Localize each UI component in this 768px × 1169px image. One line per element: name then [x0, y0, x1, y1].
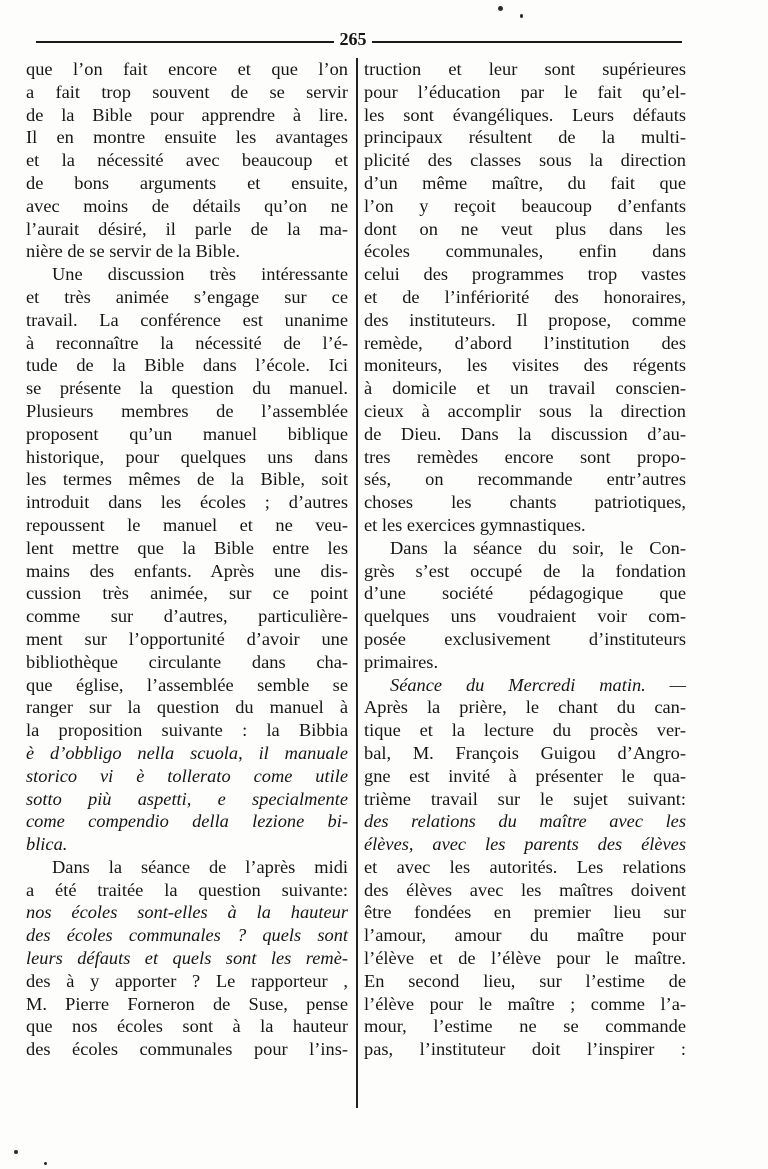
text-line: avec moins de détails qu’on ne — [26, 195, 348, 216]
text-line: a fait trop souvent de se servir — [26, 81, 348, 102]
text-line: sotto più aspetti, e specialmente — [26, 788, 348, 809]
text-line: bibliothèque circulante dans cha- — [26, 651, 348, 672]
text-line: l’élève et de l’élève pour le maître. — [364, 948, 686, 969]
text-line: que église, l’assemblée semble se — [26, 674, 348, 695]
text-line: è d’obbligo nella scuola, il manuale — [26, 742, 348, 763]
text-line: lent mettre que la Bible entre les — [26, 537, 348, 558]
text-line: de la Bible pour apprendre à lire. — [26, 104, 348, 125]
text-line: come compendio della lezione bi- — [26, 811, 348, 832]
text-line: mains des enfants. Après une dis- — [26, 560, 348, 581]
text-line: leurs défauts et quels sont les remè- — [26, 948, 348, 969]
text-line: a été traitée la question suivante: — [26, 879, 348, 900]
text-line: grès s’est occupé de la fondation — [364, 560, 686, 581]
text-line: des élèves avec les maîtres doivent — [364, 879, 686, 900]
text-line: historique, pour quelques uns dans — [26, 446, 348, 467]
text-line: En second lieu, sur l’estime de — [364, 970, 686, 991]
text-line: proposent qu’un manuel biblique — [26, 423, 348, 444]
text-line: principaux résultent de la multi- — [364, 127, 686, 148]
text-line: pas, l’instituteur doit l’inspirer : — [364, 1039, 686, 1060]
text-line: storico vi è tollerato come utile — [26, 765, 348, 786]
text-line: pour l’éducation par le fait qu’el- — [364, 81, 686, 102]
print-speck — [14, 1150, 18, 1154]
text-line: tude de la Bible dans l’école. Ici — [26, 355, 348, 376]
text-line: élèves, avec les parents des élèves — [364, 834, 686, 855]
text-line: l’aurait désiré, il parle de la ma- — [26, 218, 348, 239]
text-line: plicité des classes sous la direction — [364, 150, 686, 171]
left-text-column — [26, 58, 348, 1061]
text-line: Dans la séance du soir, le Con- — [390, 537, 686, 558]
text-line: mour, l’estime ne se commande — [364, 1016, 686, 1037]
text-line: des écoles communales ? quels sont — [26, 925, 348, 946]
text-line: être fondées en premier lieu sur — [364, 902, 686, 923]
text-line: celui des programmes trop vastes — [364, 264, 686, 285]
text-line: de Dieu. Dans la discussion d’au- — [364, 423, 686, 444]
text-line: la proposition suivante : la Bibbia — [26, 720, 348, 741]
text-line: des relations du maître avec les — [364, 811, 686, 832]
text-line: à domicile et un travail conscien- — [364, 378, 686, 399]
text-line: primaires. — [364, 651, 439, 672]
column-divider — [356, 58, 358, 1108]
text-line: des écoles communales pour l’ins- — [26, 1039, 348, 1060]
text-line: Il en montre ensuite les avantages — [26, 127, 348, 148]
text-line: comme sur d’autres, particulière- — [26, 606, 348, 627]
text-line: moniteurs, les visites des régents — [364, 355, 686, 376]
text-line: à reconnaître la nécessité de l’é- — [26, 332, 348, 353]
text-line: nos écoles sont-elles à la hauteur — [26, 902, 348, 923]
text-line: de bons arguments et ensuite, — [26, 172, 348, 193]
text-line: ranger sur la question du manuel à — [26, 697, 348, 718]
text-line: Séance du Mercredi matin. — — [390, 674, 686, 695]
text-line: d’une société pédagogique que — [364, 583, 686, 604]
text-line: Une discussion très intéressante — [52, 264, 348, 285]
print-speck — [498, 6, 503, 11]
text-line: et très animée s’engage sur ce — [26, 286, 348, 307]
text-line: et la nécessité avec beaucoup et — [26, 150, 348, 171]
text-line: remède, d’abord l’institution des — [364, 332, 686, 353]
text-line: les sont évangéliques. Leurs défauts — [364, 104, 686, 125]
print-speck — [520, 14, 523, 18]
text-line: Dans la séance de l’après midi — [52, 856, 348, 877]
text-line: et de l’infériorité des honoraires, — [364, 286, 686, 307]
text-line: Plusieurs membres de l’assemblée — [26, 400, 348, 421]
text-line: cussion très animée, sur ce point — [26, 583, 348, 604]
text-line: les termes mêmes de la Bible, soit — [26, 469, 348, 490]
text-line: travail. La conférence est unanime — [26, 309, 348, 330]
text-line: dont on ne veut plus dans les — [364, 218, 686, 239]
right-text-column — [364, 58, 686, 1061]
text-line: Après la prière, le chant du can- — [364, 697, 686, 718]
text-line: blica. — [26, 834, 68, 855]
text-line: que l’on fait encore et que l’on — [26, 59, 348, 79]
text-line: gne est invité à présenter le qua- — [364, 765, 686, 786]
text-line: bal, M. François Guigou d’Angro- — [364, 742, 686, 763]
text-line: écoles communales, enfin dans — [364, 241, 686, 262]
text-line: ment sur l’opportunité d’avoir une — [26, 628, 348, 649]
text-line: des à y apporter ? Le rapporteur , — [26, 970, 348, 991]
print-speck — [44, 1162, 47, 1165]
text-line: des instituteurs. Il propose, comme — [364, 309, 686, 330]
text-line: cieux à accomplir sous la direction — [364, 400, 686, 421]
text-line: tique et la lecture du procès ver- — [364, 720, 686, 741]
text-line: introduit dans les écoles ; d’autres — [26, 492, 348, 513]
text-line: d’un même maître, du fait que — [364, 172, 686, 193]
text-line: sés, on recommande entr’autres — [364, 469, 686, 490]
text-line: posée exclusivement d’instituteurs — [364, 628, 686, 649]
page-number: 265 — [339, 29, 367, 49]
text-line: se présente la question du manuel. — [26, 378, 348, 399]
text-line: l’élève pour le maître ; comme l’a- — [364, 993, 686, 1014]
text-line: quelques uns voudraient voir com- — [364, 606, 686, 627]
text-line: et avec les autorités. Les relations — [364, 856, 686, 877]
text-line: et les exercices gymnastiques. — [364, 514, 586, 535]
text-line: nière de se servir de la Bible. — [26, 241, 240, 262]
text-line: trième travail sur le sujet suivant: — [364, 788, 686, 809]
text-line: M. Pierre Forneron de Suse, pense — [26, 993, 348, 1014]
text-line: choses les chants patriotiques, — [364, 492, 686, 513]
header-rule-right — [372, 41, 682, 43]
text-line: repoussent le manuel et ne veu- — [26, 514, 348, 535]
text-line: tres remèdes encore sont propo- — [364, 446, 686, 467]
header-rule-left — [36, 41, 334, 43]
text-line: l’on y reçoit beaucoup d’enfants — [364, 195, 686, 216]
text-line: que nos écoles sont à la hauteur — [26, 1016, 348, 1037]
text-line: l’amour, amour du maître pour — [364, 925, 686, 946]
text-line: truction et leur sont supérieures — [364, 59, 686, 79]
